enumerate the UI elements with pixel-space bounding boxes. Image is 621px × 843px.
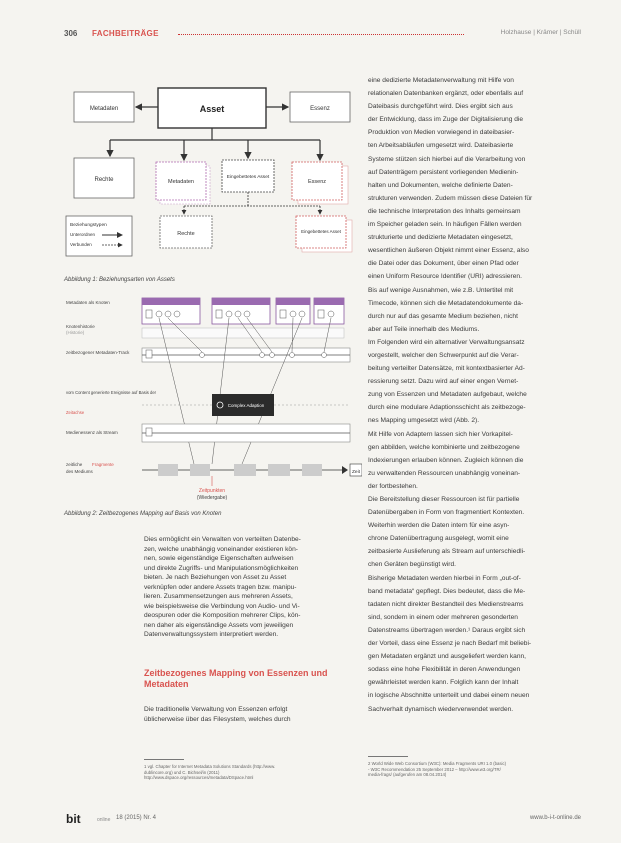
figure-1-diagram (62, 78, 358, 274)
fig2-label-fragmente-2: Fragmente (92, 462, 114, 467)
right-line-18: durch nur auf das gesamte Medium beziehen, nicht (368, 312, 518, 320)
left-line-10: Datenverwaltungssystem interpretiert werden. (144, 631, 279, 638)
left-line-9: nen daher als eigenständige Assets vom jeweiligen (144, 621, 294, 629)
node-eingebettetes-asset-label: Eingebettetes Asset (226, 175, 270, 180)
footnote-right: 2 World Wide Web Consortium (W3C): Media Fragments URI 1.0 (basic) - W3C Recommendation 25 September 2012 – http://www.w3.org/TR/ media-frags/ (aufgerufen am 08.04.2014) (368, 761, 507, 777)
right-line-19: aber auf Teile innerhalb des Mediums. (368, 325, 480, 333)
right-line-10: die technische Interpretation des Inhalts gemeinsam (368, 207, 521, 215)
left2-line-0: Die traditionelle Verwaltung von Essenzen erfolgt (144, 706, 288, 713)
publication-logo: bit (66, 812, 81, 826)
node-rechte-bottom-label: Rechte (177, 231, 195, 237)
right-line-1: relationalen Datenbanken ergänzt, oder ebenfalls auf (368, 90, 524, 98)
right-line-15: einen Uniform Resource Identifier (URI) adressieren. (368, 273, 522, 281)
right-line-28: gen abbilden, welche kombinierte und zeitbezogene (368, 443, 520, 451)
page-number: 306 (64, 29, 78, 38)
right-line-47: in logische Abschnitte unterteilt und dabei einem neuen (368, 692, 530, 700)
node-essenz-top-label: Essenz (310, 106, 330, 112)
right-line-2: Dateibasis durchgeführt wird. Dies ergibt sich aus (368, 103, 513, 111)
knoten-group (142, 298, 344, 324)
section-title: FACHBEITRÄGE (92, 29, 159, 38)
right-line-23: ressierung setzt. Dazu wird auf einer engen Vernet- (368, 378, 519, 386)
figure-1-caption: Abbildung 1: Beziehungsarten von Assets (64, 277, 175, 283)
header-rule (178, 34, 464, 35)
right-line-35: chrone Datenübertragung ausgelegt, womit eine (368, 535, 509, 543)
fig2-label-fragmente-1: zeitliche (66, 462, 83, 467)
right-line-30: zu verwaltenden Ressourcen unabhängig voneinan- (368, 469, 521, 477)
right-line-8: halten und Dokumenten, welche definierte Daten- (368, 181, 513, 189)
right-line-43: der Vorteil, dass eine Essenz je nach Bedarf mit beliebi- (368, 640, 532, 648)
node-metadaten-mid-label: Metadaten (168, 179, 194, 185)
node-rechte-label: Rechte (94, 177, 114, 183)
left-line-6: lieren. Zusammensetzungen aus mehreren Assets, (144, 593, 293, 600)
fig2-label-fragmente-3: des Mediums (66, 469, 93, 474)
right-line-38: Bisherige Metadaten werden hierbei in Form „out-of- (368, 574, 521, 582)
legend-title: Beziehungstypen (70, 223, 107, 228)
left-line-5: verknüpfen oder andere Assets tragen bzw. manipu- (144, 583, 297, 591)
fig2-label-zeitachse: Zeitachse (66, 410, 85, 415)
legend-item-1: Unterordnen (70, 232, 96, 237)
fig2-label-stream: Medienessenz als Stream (66, 430, 118, 435)
node-eingebettetes-asset-2-label: Eingebettetes Asset (301, 229, 341, 234)
node-essenz-mid-label: Essenz (307, 179, 327, 185)
right-line-21: vorgestellt, welcher den Schwerpunkt auf die Verar- (368, 351, 519, 359)
subheading: Zeitbezogenes Mapping von Essenzen und Metadaten (144, 668, 328, 689)
left-line-0: Dies ermöglicht ein Verwalten von verteilten Datenbe- (144, 536, 301, 543)
right-line-7: auf Datenträgern persistent vorliegenden Medienin- (368, 168, 519, 176)
right-line-31: der fortbestehen. (368, 482, 418, 490)
body-text-right (368, 74, 582, 716)
left2-line-1: üblicherweise über das Filesystem, welches durch (144, 715, 291, 723)
fig2-label-knoten: Metadaten als Knoten (66, 300, 110, 305)
right-line-44: gen Metadaten ergänzt und ausgeliefert werden kann, (368, 653, 526, 661)
right-line-25: durch eine modulare Adaptionsschicht als zeitbezoge- (368, 404, 526, 412)
right-line-3: der Entwicklung, dass im Zuge der Digitalisierung die (368, 116, 524, 124)
footnote-rule-left (144, 759, 184, 760)
left-line-1: zen, welche unabhängig voneinander existieren kön- (144, 545, 298, 553)
right-line-37: chen Geräten begünstigt wird. (368, 561, 456, 569)
right-line-39: band metadata“ gepflegt. Dies bedeutet, dass die Me- (368, 587, 526, 595)
left-line-8: deospuren oder die Komposition mehrerer Clips, kön- (144, 612, 301, 619)
right-line-9: strukturen verwenden. Zudem müssen diese Dateien für (368, 194, 533, 202)
right-line-40: tadaten nicht direkter Bestandteil des Medienstreams (368, 600, 524, 608)
right-line-13: wesentlichen äußeren Objekt nimmt einer Essenz, also (368, 247, 529, 255)
right-line-32: Die Bereitstellung dieser Ressourcen ist für partielle (368, 496, 520, 503)
fig2-label-ereignisse: vom Content generierte Ereignisse auf Basis der (66, 390, 157, 395)
right-line-14: die Datei oder das Dokument, über einen Pfad oder (368, 260, 519, 268)
right-line-26: nes Mapping umgesetzt wird (Abb. 2). (368, 417, 480, 425)
right-line-41: sind, sondern in einem oder mehreren gesonderten (368, 613, 518, 621)
annotation-wiedergabe: (Wiedergabe) (196, 495, 228, 501)
edition: 18 (2015) Nr. 4 (116, 815, 157, 821)
left-line-7: wie beispielsweise die Verbindung von Audio- und Vi- (144, 602, 300, 610)
fig2-label-track: zeitbezogener Metadaten-Track (66, 350, 130, 355)
time-axis-label: Zeit (352, 470, 360, 475)
right-line-22: beitung verteilter Datensätze, mit kontextbasierter Ad- (368, 365, 525, 373)
left-line-4: bieten. Je nach Beziehungen von Asset zu Asset (144, 574, 287, 581)
complex-adaption-label: Complex Adaption (227, 403, 265, 408)
right-line-46: gewährleistet werden kann. Folglich kann der Inhalt (368, 679, 519, 687)
right-line-4: Produktion von Medien vorwiegend in dateibasier- (368, 129, 515, 137)
right-line-0: eine dedizierte Metadatenverwaltung mit Hilfe von (368, 77, 514, 84)
left-line-2: nen, sowie eigenständige Eigenschaften aufweisen (144, 555, 294, 562)
right-line-11: im Speicher geladen sein. In häufigen Fällen werden (368, 221, 522, 229)
right-line-45: sodass eine hohe Flexibilität in deren Anwendungen (368, 666, 521, 674)
right-line-33: Datenübergaben in Form von fragmentiert Kontexten. (368, 509, 525, 517)
right-line-6: Systeme stützen sich hierbei auf die Verarbeitung von (368, 155, 526, 163)
right-line-20: Im Folgenden wird ein alternativer Verwaltungsansatz (368, 338, 525, 346)
right-line-34: Weiterhin werden die Daten intern für eine asyn- (368, 522, 510, 530)
footer-url: www.b-i-t-online.de (529, 815, 581, 821)
right-line-24: zung von Essenzen und Metadaten aufgebaut, welche (368, 391, 527, 399)
publication-logo-sub: online (97, 817, 111, 823)
right-line-12: strukturierte und dedizierte Metadaten eingesetzt, (368, 234, 513, 242)
right-line-29: Indexierungen erlauben können. Zugleich können die (368, 456, 524, 464)
node-asset-label: Asset (199, 104, 225, 114)
right-line-5: ten Arbeitsabläufen umgesetzt wird. Dateibasierte (368, 142, 514, 150)
figure-2-caption: Abbildung 2: Zeitbezogenes Mapping auf Basis von Knoten (64, 511, 222, 517)
right-line-17: Timecode, können sich die Metadatendokumente da- (368, 299, 524, 307)
body-text-left (144, 535, 356, 640)
right-line-42: Datenstreams übertragen werden.¹ Daraus ergibt sich (368, 626, 526, 634)
footnote-left: 1 vgl. Chapter for Internet Metadata Solutions Standards (http://www. dublincore.org) und C. Bichsel/in (2011) http://www.dspace.org/ressources/metadata/DSpace.html (144, 764, 276, 780)
right-line-48: Sachverhalt dynamisch wiederverwendet werden. (368, 705, 514, 713)
right-line-16: Bis auf wenige Ausnahmen, wie z.B. Untertitel mit (368, 286, 514, 294)
legend-item-2: Verbunden (70, 242, 92, 247)
right-line-36: zeitbasierte Auslieferung als Stream auf unterschiedli- (368, 548, 526, 556)
figure-2-diagram (62, 294, 362, 514)
annotation-zeitpunkte: Zeitpunkten (198, 488, 226, 494)
footnote-rule-right (368, 756, 408, 757)
left-line-3: und direkte Zugriffs- und Manipulationsmöglichkeiten (144, 564, 299, 572)
node-metadaten-top-label: Metadaten (89, 106, 119, 112)
fig2-label-historie: Knotenhistorie (66, 324, 95, 329)
fig2-label-historie-sub: (Historie) (66, 330, 85, 335)
right-line-27: Mit Hilfe von Adaptern lassen sich hier Vorkapitel- (368, 430, 513, 438)
body-text-left-2 (144, 705, 356, 724)
header-authors: Holzhause | Krämer | Schüll (500, 29, 581, 36)
